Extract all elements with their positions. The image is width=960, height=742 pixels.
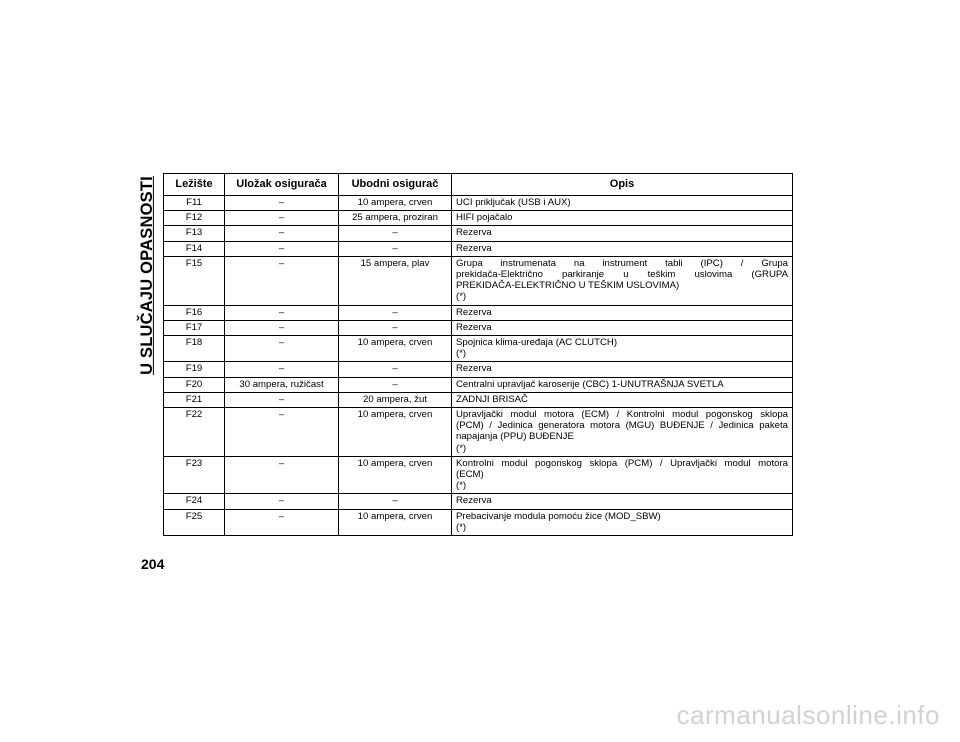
cell-lezište: F21 <box>164 392 225 407</box>
table-row <box>164 241 793 256</box>
header-opis: Opis <box>452 174 793 196</box>
cell-ubodni: 20 ampera, žut <box>339 392 452 407</box>
cell-ubodni: 25 ampera, proziran <box>339 211 452 226</box>
opis-line: (*) <box>456 480 467 492</box>
table-row <box>164 196 793 211</box>
opis-line: Prebacivanje modula pomoću žice (MOD_SBW) <box>456 510 661 522</box>
table-row <box>164 211 793 226</box>
cell-lezište: F23 <box>164 456 225 494</box>
cell-lezište: F16 <box>164 305 225 320</box>
opis-line: (ECM) <box>456 469 484 481</box>
table-header-row <box>164 174 793 196</box>
opis-line: HIFI pojačalo <box>456 212 513 224</box>
cell-lezište: F19 <box>164 362 225 377</box>
table-row <box>164 226 793 241</box>
cell-opis <box>452 241 793 256</box>
opis-line: (PCM) / Jedinica generatora motora (MGU) BUĐENJE / Jedinica paketa <box>456 420 788 432</box>
cell-opis <box>452 509 793 535</box>
cell-ubodni: 15 ampera, plav <box>339 256 452 305</box>
cell-ulozak: – <box>225 392 339 407</box>
cell-ulozak: – <box>225 305 339 320</box>
table-row <box>164 392 793 407</box>
cell-ubodni: – <box>339 241 452 256</box>
table-row <box>164 336 793 362</box>
cell-opis <box>452 305 793 320</box>
opis-line: Kontrolni modul pogonskog sklopa (PCM) / Upravljački modul motora <box>456 457 788 469</box>
opis-line: Upravljački modul motora (ECM) / Kontrolni modul pogonskog sklopa <box>456 409 788 421</box>
cell-opis <box>452 336 793 362</box>
opis-line: Rezerva <box>456 242 492 254</box>
opis-line: Centralni upravljač karoserije (CBC) 1-UNUTRAŠNJA SVETLA <box>456 378 724 390</box>
cell-lezište: F17 <box>164 320 225 335</box>
table-row <box>164 456 793 494</box>
opis-line: Rezerva <box>456 363 492 375</box>
opis-line: (*) <box>456 348 467 360</box>
cell-ubodni: 10 ampera, crven <box>339 196 452 211</box>
page-number: 204 <box>141 556 165 572</box>
cell-ubodni: – <box>339 362 452 377</box>
table-row <box>164 320 793 335</box>
opis-line: Grupa instrumenata na instrument tabli (IPC) / Grupa <box>456 257 788 269</box>
cell-ulozak: – <box>225 494 339 509</box>
header-ubodni-osigurac: Ubodni osigurač <box>339 174 452 196</box>
cell-opis <box>452 362 793 377</box>
cell-ulozak: 30 ampera, ružičast <box>225 377 339 392</box>
cell-opis <box>452 494 793 509</box>
section-side-title <box>134 170 160 380</box>
opis-line: ZADNJI BRISAČ <box>456 393 528 405</box>
cell-ulozak: – <box>225 196 339 211</box>
cell-ubodni: – <box>339 377 452 392</box>
table-row <box>164 305 793 320</box>
cell-ubodni: 10 ampera, crven <box>339 408 452 457</box>
opis-line: (*) <box>456 521 467 533</box>
cell-opis <box>452 456 793 494</box>
cell-ulozak: – <box>225 362 339 377</box>
cell-ulozak: – <box>225 320 339 335</box>
cell-ulozak: – <box>225 456 339 494</box>
opis-line: napajanja (PPU) BUĐENJE <box>456 431 574 443</box>
table-row <box>164 509 793 535</box>
cell-lezište: F20 <box>164 377 225 392</box>
cell-ubodni: – <box>339 226 452 241</box>
cell-lezište: F25 <box>164 509 225 535</box>
opis-line: Rezerva <box>456 227 492 239</box>
cell-lezište: F12 <box>164 211 225 226</box>
opis-line: UCI priključak (USB i AUX) <box>456 197 571 208</box>
opis-line: Rezerva <box>456 321 492 333</box>
cell-opis <box>452 211 793 226</box>
cell-lezište: F18 <box>164 336 225 362</box>
table-row <box>164 256 793 305</box>
header-ulozak-osiguraca: Uložak osigurača <box>225 174 339 196</box>
table-row <box>164 408 793 457</box>
cell-ubodni: – <box>339 320 452 335</box>
cell-opis <box>452 408 793 457</box>
cell-ubodni: – <box>339 305 452 320</box>
cell-opis <box>452 392 793 407</box>
cell-ulozak: – <box>225 509 339 535</box>
header-lezište: Ležište <box>164 174 225 196</box>
cell-ubodni: – <box>339 494 452 509</box>
opis-line: (*) <box>456 291 467 303</box>
cell-opis <box>452 226 793 241</box>
watermark: carmanualsonline.info <box>676 700 940 730</box>
cell-ubodni: 10 ampera, crven <box>339 509 452 535</box>
cell-ubodni: 10 ampera, crven <box>339 336 452 362</box>
section-title-text: U SLUČAJU OPASNOSTI <box>137 175 156 375</box>
cell-lezište: F15 <box>164 256 225 305</box>
cell-opis <box>452 196 793 211</box>
opis-line: PREKIDAČA-ELEKTRIČNO U TEŠKIM USLOVIMA) <box>456 280 680 292</box>
cell-lezište: F11 <box>164 196 225 211</box>
cell-ulozak: – <box>225 336 339 362</box>
cell-ulozak: – <box>225 241 339 256</box>
opis-line: (*) <box>456 442 467 454</box>
fuse-table <box>163 173 793 536</box>
cell-opis <box>452 256 793 305</box>
opis-line: prekidača-Električno parkiranje u teškim uslovima (GRUPA <box>456 269 788 281</box>
table-row <box>164 494 793 509</box>
cell-lezište: F13 <box>164 226 225 241</box>
table-row <box>164 377 793 392</box>
opis-line: Rezerva <box>456 495 492 507</box>
cell-lezište: F24 <box>164 494 225 509</box>
cell-ulozak: – <box>225 211 339 226</box>
cell-opis <box>452 377 793 392</box>
opis-line: Spojnica klima-uređaja (AC CLUTCH) <box>456 337 618 349</box>
table-row <box>164 362 793 377</box>
cell-ulozak: – <box>225 256 339 305</box>
opis-line: Rezerva <box>456 306 492 318</box>
cell-ulozak: – <box>225 408 339 457</box>
fuse-table-body <box>164 196 793 536</box>
cell-lezište: F22 <box>164 408 225 457</box>
cell-lezište: F14 <box>164 241 225 256</box>
cell-ulozak: – <box>225 226 339 241</box>
cell-opis <box>452 320 793 335</box>
cell-ubodni: 10 ampera, crven <box>339 456 452 494</box>
